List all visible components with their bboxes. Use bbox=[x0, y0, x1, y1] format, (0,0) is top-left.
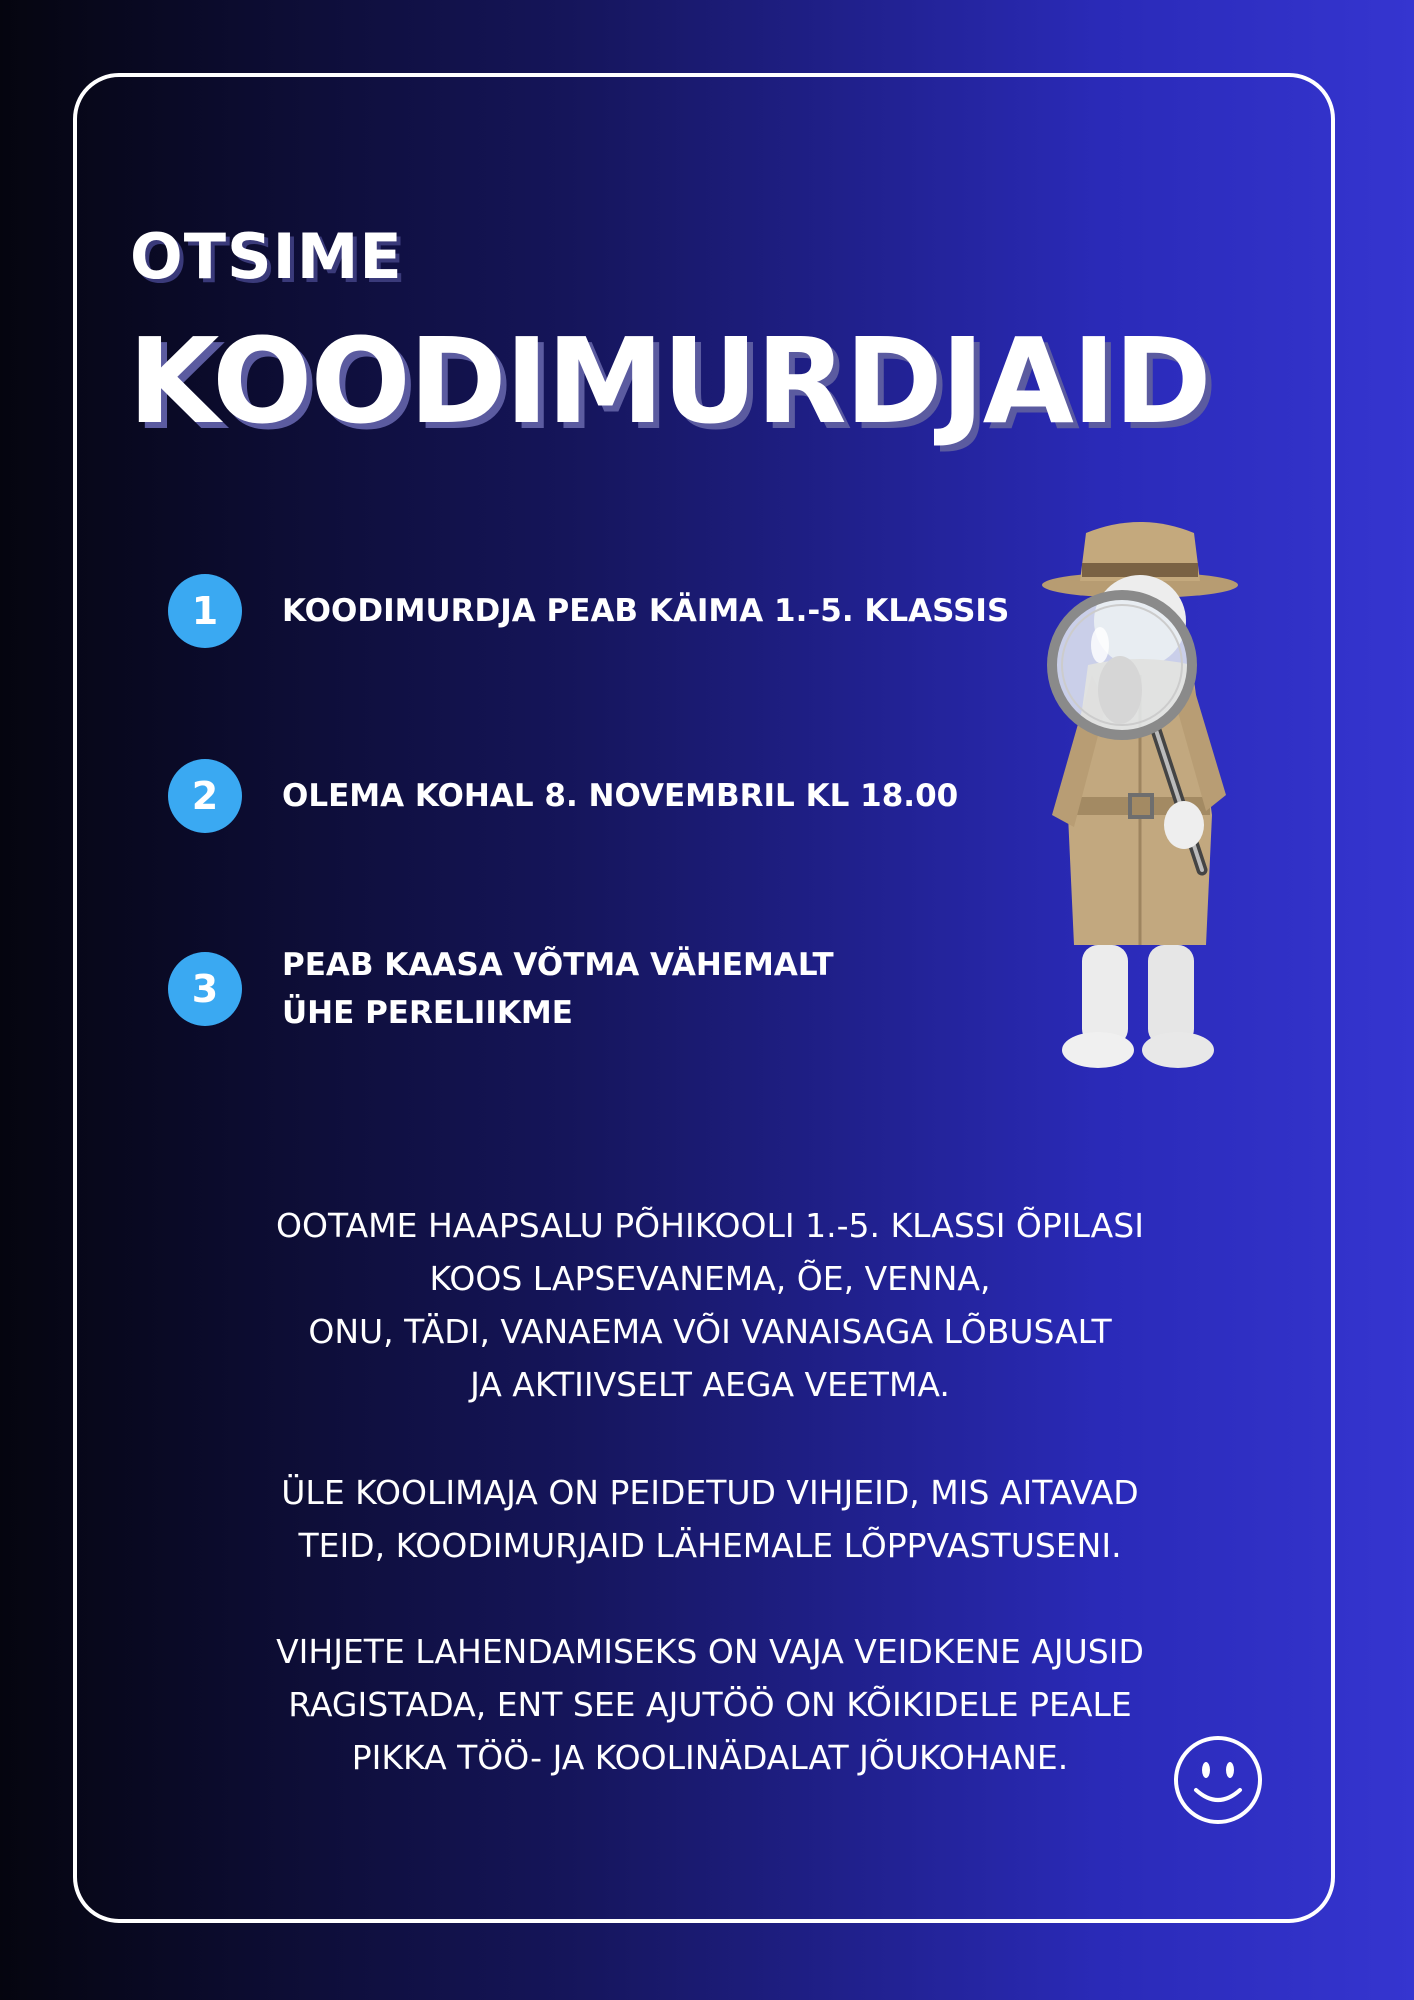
requirement-item-2 bbox=[168, 759, 958, 833]
intro-paragraph bbox=[130, 1199, 1290, 1411]
requirement-text-1 bbox=[282, 587, 1009, 635]
number-badge-1: 1 bbox=[168, 574, 242, 648]
paragraph-line: OOTAME HAAPSALU PÕHIKOOLI 1.-5. KLASSI ÕPILASI bbox=[276, 1206, 1144, 1245]
paragraph-line: RAGISTADA, ENT SEE AJUTÖÖ ON KÕIKIDELE PEALE bbox=[288, 1685, 1132, 1724]
number-badge-3: 3 bbox=[168, 952, 242, 1026]
requirement-text-3 bbox=[282, 941, 834, 1037]
clues-paragraph bbox=[130, 1466, 1290, 1572]
paragraph-line: ÜLE KOOLIMAJA ON PEIDETUD VIHJEID, MIS AITAVAD bbox=[281, 1473, 1139, 1512]
requirement-line: ÜHE PERELIIKME bbox=[282, 995, 573, 1031]
paragraph-line: JA AKTIIVSELT AEGA VEETMA. bbox=[470, 1365, 950, 1404]
requirement-text-2 bbox=[282, 772, 958, 820]
puzzle-paragraph bbox=[130, 1625, 1290, 1784]
requirement-line: KOODIMURDJA PEAB KÄIMA 1.-5. KLASSIS bbox=[282, 593, 1010, 629]
paragraph-line: TEID, KOODIMURJAID LÄHEMALE LÕPPVASTUSENI. bbox=[298, 1526, 1122, 1565]
number-badge-2: 2 bbox=[168, 759, 242, 833]
detective-illustration bbox=[1030, 515, 1260, 1075]
paragraph-line: VIHJETE LAHENDAMISEKS ON VAJA VEIDKENE AJUSID bbox=[276, 1632, 1144, 1671]
poster-title: KOODIMURDJAID bbox=[128, 312, 1210, 450]
paragraph-line: KOOS LAPSEVANEMA, ÕE, VENNA, bbox=[429, 1259, 991, 1298]
requirement-line: PEAB KAASA VÕTMA VÄHEMALT bbox=[282, 947, 834, 983]
requirement-item-1 bbox=[168, 574, 1009, 648]
requirement-line: OLEMA KOHAL 8. NOVEMBRIL KL 18.00 bbox=[282, 778, 959, 814]
requirement-item-3 bbox=[168, 941, 834, 1037]
paragraph-line: PIKKA TÖÖ- JA KOOLINÄDALAT JÕUKOHANE. bbox=[351, 1738, 1069, 1777]
poster-subtitle: OTSIME bbox=[130, 220, 403, 293]
smiley-face-icon bbox=[1172, 1734, 1264, 1826]
paragraph-line: ONU, TÄDI, VANAEMA VÕI VANAISAGA LÕBUSALT bbox=[308, 1312, 1112, 1351]
